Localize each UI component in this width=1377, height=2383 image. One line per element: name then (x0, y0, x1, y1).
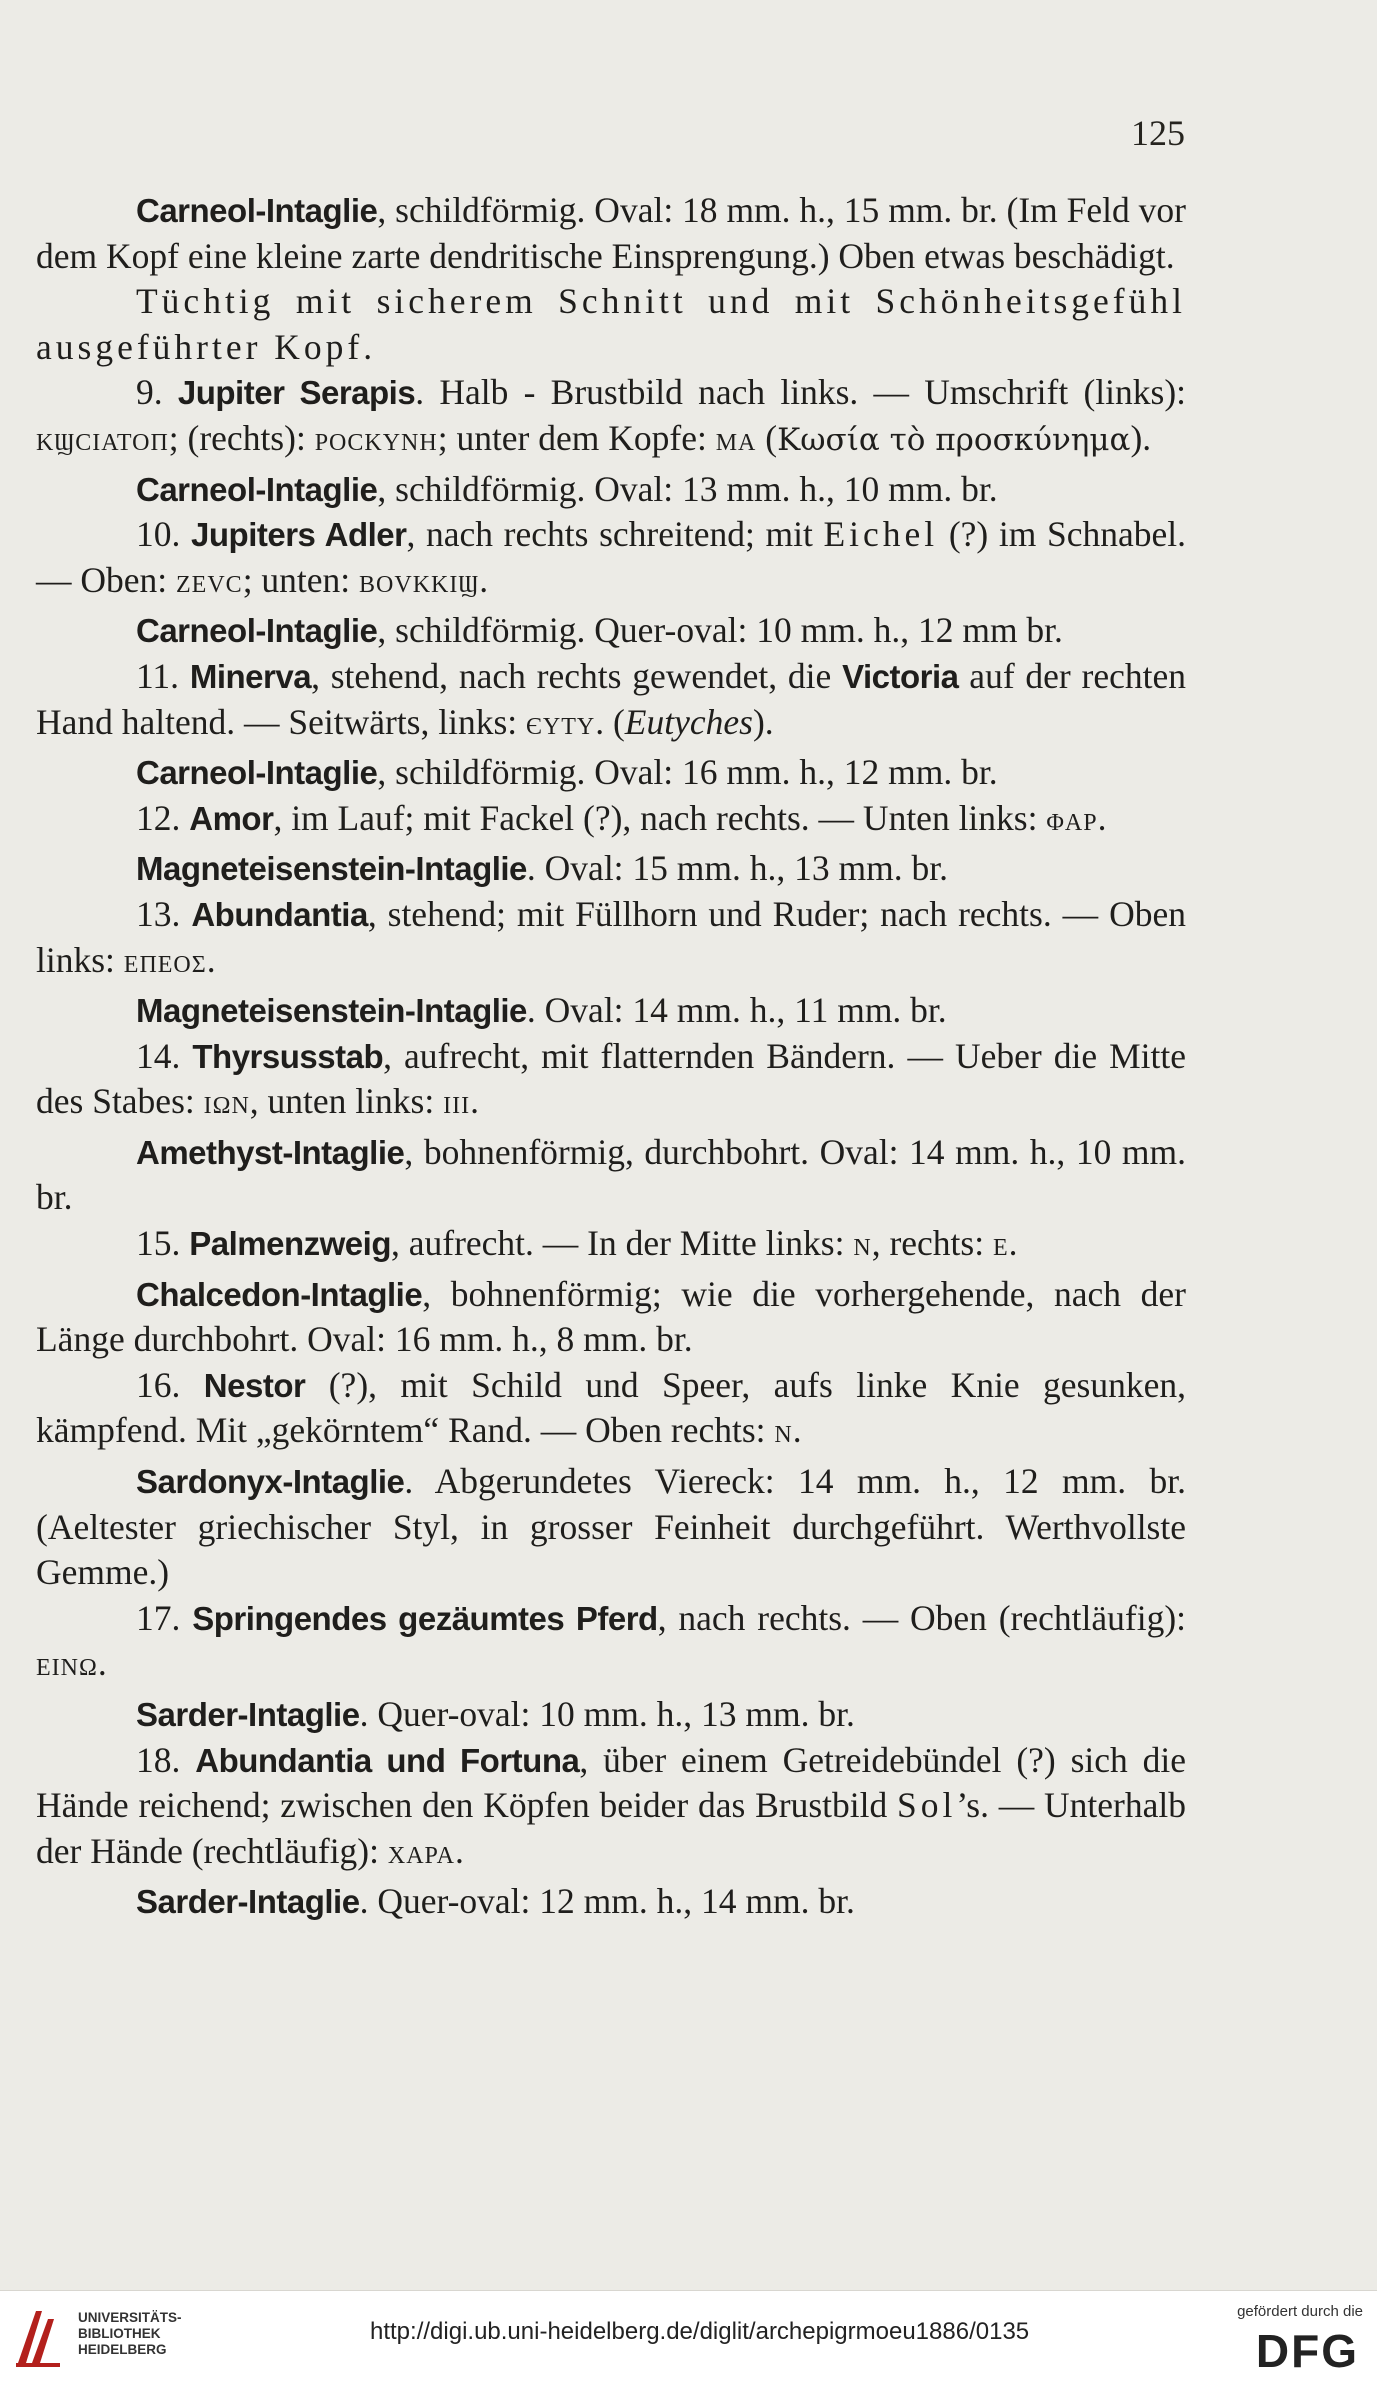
text-run: , schildförmig. Quer-oval: 10 mm. h., 12 mm br. (377, 610, 1063, 651)
entry-heading: Sarder-Intaglie (136, 1696, 360, 1733)
entry-heading: Amethyst-Intaglie (136, 1133, 405, 1171)
entry-heading: Palmenzweig (189, 1225, 391, 1263)
inscription: BOVKKIϢ (359, 571, 480, 598)
entry-paragraph (36, 1596, 1186, 1692)
entry-paragraph (36, 1130, 1186, 1221)
entry-heading: Springendes gezäumtes Pferd (192, 1599, 658, 1637)
entry-paragraph (36, 750, 1186, 796)
text-run: , rechts: (871, 1223, 993, 1264)
text-run: . Oval: 14 mm. h., 11 mm. br. (526, 990, 947, 1031)
text-run: . (479, 559, 489, 600)
text-run: 18. (136, 1739, 196, 1780)
inscription: III (443, 1093, 471, 1120)
text-run: ; unten: (242, 559, 360, 600)
entry-heading: Magneteisenstein-Intaglie (136, 992, 527, 1030)
entry-paragraph (36, 796, 1186, 847)
text-run: , schildförmig. Oval: 13 mm. h., 10 mm. br. (377, 468, 998, 509)
university-library-logo-icon (12, 2305, 72, 2369)
text-run: 17. (136, 1597, 193, 1638)
inscription: MA (715, 429, 757, 456)
text-run: . (1097, 797, 1107, 838)
entry-paragraph (36, 1363, 1186, 1459)
entry-paragraph (36, 279, 1186, 370)
text-run: 11. (136, 655, 190, 696)
entry-paragraph (36, 846, 1186, 892)
inscription: XAPA (387, 1842, 456, 1869)
text-run: , schildförmig. Oval: 16 mm. h., 12 mm. br. (377, 752, 998, 793)
text-run: , aufrecht, mit flatternden Bändern. — Ueber die Mitte des Stabes: (36, 1035, 1186, 1122)
entry-heading: Sardonyx-Intaglie (136, 1463, 405, 1501)
entry-paragraph (36, 1272, 1186, 1363)
text-run: , nach rechts. — Oben (rechtläufig): (657, 1597, 1186, 1638)
inscription: ΦAP (1046, 809, 1098, 836)
text-run: . Abgerundetes Viereck: 14 mm. h., 12 mm. br. (Aeltester griechischer Styl, in grosser Feinheit durchgeführt. Werthvollste Gemme.) (36, 1461, 1186, 1593)
entry-heading: Abundantia (191, 895, 368, 933)
text-run: 12. (136, 797, 190, 838)
text-run: , im Lauf; mit Fackel (?), nach rechts. — Unten links: (273, 797, 1047, 838)
inscription: ZEVC (176, 571, 243, 598)
entry-heading: Victoria (842, 657, 959, 695)
entry-paragraph (36, 988, 1186, 1034)
source-url-link[interactable]: http://digi.ub.uni-heidelberg.de/diglit/archepigrmoeu1886/0135 (370, 2318, 1030, 2345)
text-run: . (792, 1410, 802, 1451)
entry-paragraph (36, 892, 1186, 988)
text-run: , stehend, nach rechts gewendet, die (311, 655, 843, 696)
text-run: ). (752, 701, 774, 742)
entry-heading: Abundantia und Fortuna (195, 1741, 580, 1779)
text-run: , über einem Getreidebündel (?) sich die Hände reichend; zwischen den Köpfen beider das Brustbild (36, 1739, 1187, 1826)
entry-paragraph (36, 1879, 1186, 1925)
entry-heading: Jupiter Serapis (177, 374, 416, 412)
text-run: , bohnenförmig, durchbohrt. Oval: 14 mm. h., 10 mm. br. (36, 1131, 1186, 1218)
inscription: EINΩ (36, 1655, 98, 1682)
text-run: . Oval: 15 mm. h., 13 mm. br. (526, 848, 948, 889)
inscription: POCKYNH (314, 429, 438, 456)
inscription: N (853, 1235, 872, 1262)
entry-paragraph (36, 188, 1186, 279)
spaced-text: Sol (897, 1785, 957, 1826)
dfg-logo: DFG (1255, 2325, 1359, 2377)
text-run: ’s. — Unterhalb der Hände (rechtläufig): (36, 1785, 1186, 1871)
text-run: 14. (136, 1035, 193, 1076)
footer-bar (0, 2290, 1377, 2383)
body-text (36, 188, 1186, 1925)
text-run: . (97, 1643, 107, 1684)
text-run: . ( (595, 701, 625, 742)
text-run: , aufrecht. — In der Mitte links: (390, 1223, 854, 1264)
text-run: (?) im Schnabel. — Oben: (36, 514, 1186, 600)
entry-paragraph (36, 608, 1186, 654)
entry-paragraph (36, 1692, 1186, 1738)
inscription: E (992, 1235, 1009, 1262)
text-run: ; unter dem Kopfe: (437, 417, 716, 458)
entry-heading: Amor (189, 799, 274, 837)
inscription: ΚϢCΙΑΤΟΠ (36, 429, 169, 456)
entry-paragraph (36, 512, 1186, 608)
text-run: 10. (136, 514, 192, 555)
spaced-text: Eichel (823, 514, 939, 555)
page-number: 125 (1131, 113, 1185, 153)
text-run: 9. (136, 372, 178, 413)
entry-heading: Thyrsusstab (192, 1037, 384, 1075)
text-run: . Quer-oval: 12 mm. h., 14 mm. br. (359, 1881, 855, 1922)
inscription: ЄYTY (526, 713, 596, 740)
entry-heading: Minerva (189, 657, 312, 695)
entry-heading: Magneteisenstein-Intaglie (136, 850, 527, 888)
text-run: . Quer-oval: 10 mm. h., 13 mm. br. (359, 1694, 855, 1734)
entry-heading: Carneol-Intaglie (136, 754, 378, 792)
entry-heading: Carneol-Intaglie (136, 192, 378, 229)
text-run: . Halb - Brustbild nach links. — Umschrift (links): (415, 372, 1187, 413)
entry-paragraph (36, 1221, 1186, 1272)
text-run: , stehend; mit Füllhorn und Ruder; nach rechts. — Oben links: (36, 893, 1187, 980)
text-run: auf der rechten Hand haltend. — Seitwärts, links: (36, 655, 1186, 742)
entry-heading: Carneol-Intaglie (136, 470, 378, 508)
entry-heading: Chalcedon-Intaglie (136, 1275, 423, 1313)
entry-paragraph (36, 370, 1186, 466)
entry-paragraph (36, 1459, 1186, 1596)
library-name: UNIVERSITÄTS- BIBLIOTHEK HEIDELBERG (78, 2310, 182, 2357)
entry-paragraph (36, 1034, 1186, 1130)
text-run: ). (1130, 417, 1152, 458)
entry-heading: Nestor (203, 1366, 306, 1404)
text-run: ( (756, 417, 778, 458)
text-run: ; (rechts): (168, 417, 315, 458)
entry-heading: Jupiters Adler (191, 516, 407, 554)
text-run: , bohnenförmig; wie die vorhergehende, nach der Länge durchbohrt. Oval: 16 mm. h., 8 mm. br. (36, 1273, 1186, 1360)
inscription: IΩN (203, 1093, 250, 1120)
text-run: , nach rechts schreitend; mit (406, 514, 824, 555)
italic-name: Eutyches (624, 701, 753, 742)
inscription: ΕΠΕΟΣ (123, 951, 207, 978)
text-run: , schildförmig. Oval: 18 mm. h., 15 mm. br. (Im Feld vor dem Kopf eine kleine zarte dendritische Einsprengung.) Oben etwas beschädigt. (36, 190, 1186, 276)
text-run: . (1008, 1223, 1018, 1264)
text-run: 16. (136, 1364, 204, 1405)
entry-paragraph (36, 654, 1186, 750)
entry-paragraph (36, 1738, 1186, 1880)
greek-text: Κωσία τὸ προσκύνημα (777, 421, 1131, 458)
text-run: . (470, 1081, 479, 1122)
text-run: , unten links: (249, 1081, 444, 1122)
entry-heading: Sarder-Intaglie (136, 1883, 360, 1921)
entry-paragraph (36, 467, 1186, 513)
text-run: (?), mit Schild und Speer, aufs linke Knie gesunken, kämpfend. Mit „gekörntem“ Rand. — Oben rechts: (36, 1364, 1186, 1451)
entry-heading: Carneol-Intaglie (136, 612, 378, 650)
text-run: . (455, 1830, 464, 1871)
text-run: 13. (136, 893, 192, 934)
text-run: . (206, 939, 216, 980)
text-run: 15. (136, 1223, 190, 1264)
funding-label: gefördert durch die (1237, 2303, 1363, 2320)
spaced-text: Tüchtig mit sicherem Schnitt und mit Schönheitsgefühl ausgeführter Kopf. (36, 281, 1186, 367)
inscription: N (774, 1422, 793, 1449)
